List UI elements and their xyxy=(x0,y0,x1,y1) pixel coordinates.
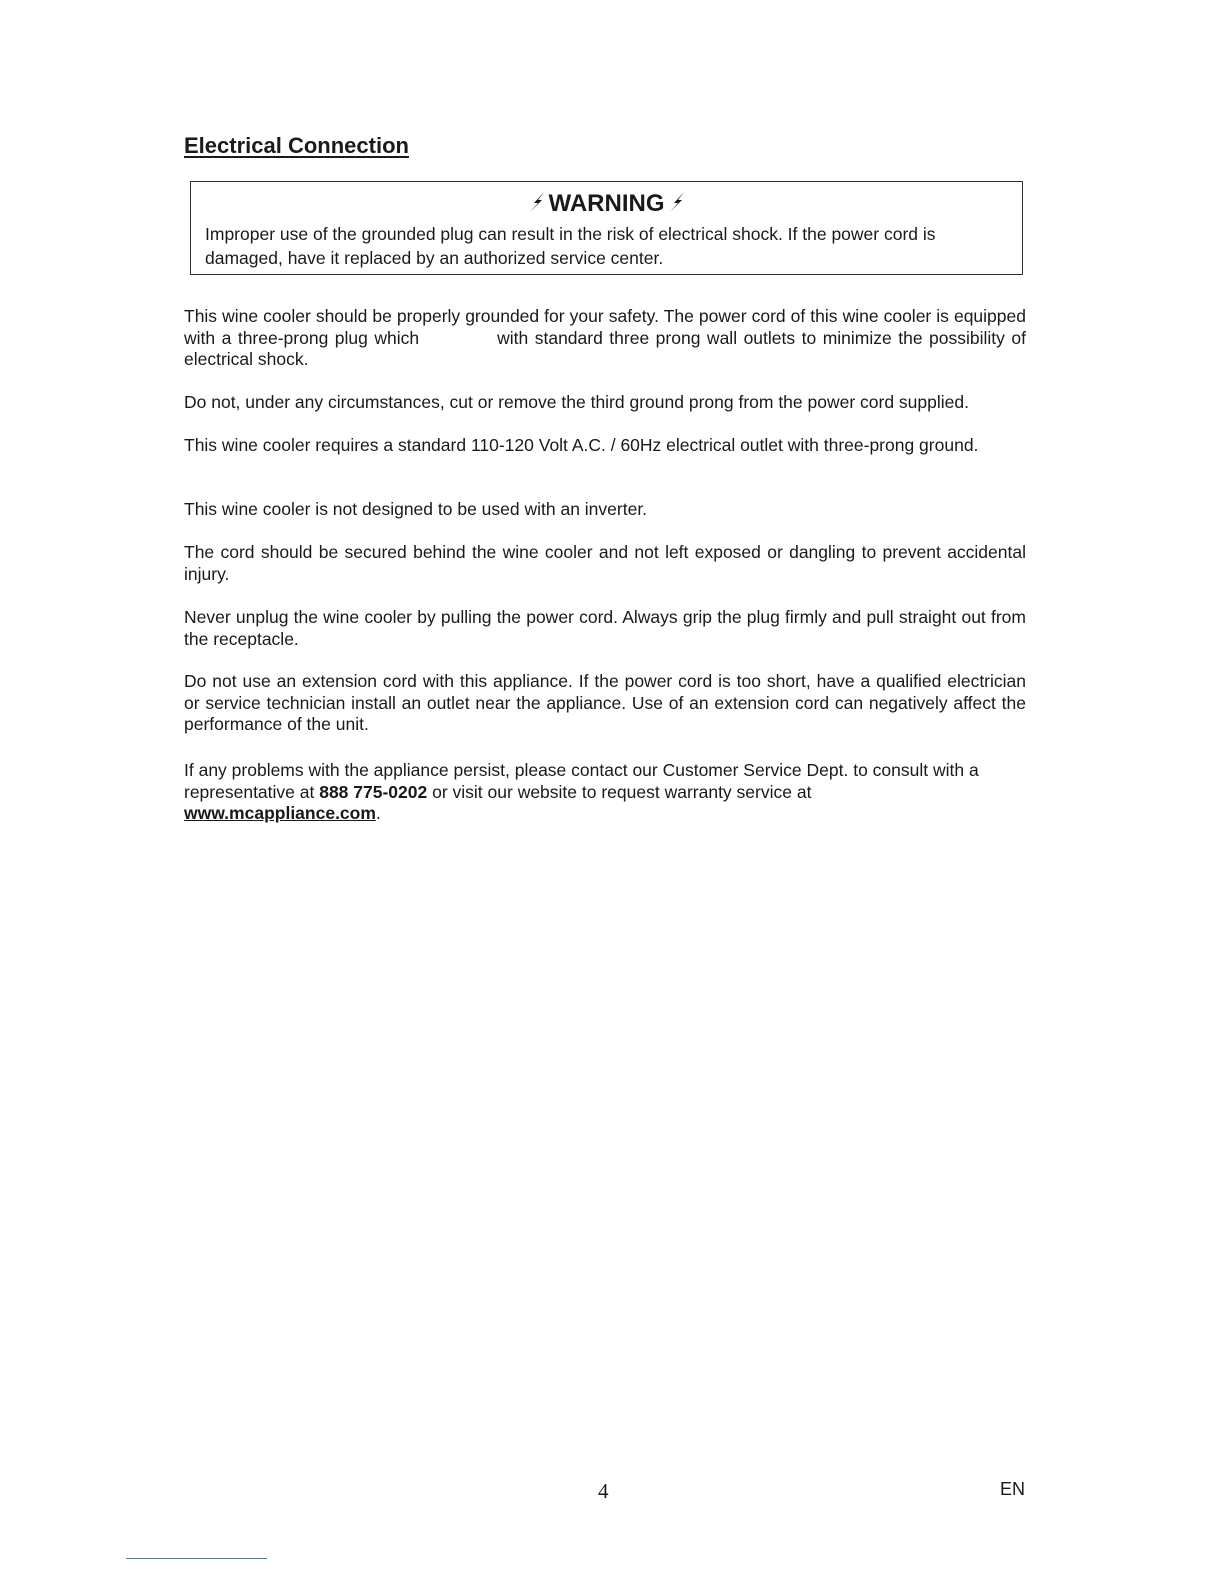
footer-rule xyxy=(126,1558,267,1559)
inverter-paragraph: This wine cooler is not designed to be used with an inverter. xyxy=(184,499,648,519)
phone-number: 888 775-0202 xyxy=(319,781,428,802)
warning-box xyxy=(190,181,1023,275)
language-code: EN xyxy=(1000,1479,1026,1499)
prong-paragraph: Do not, under any circumstances, cut or remove the third ground prong from the power cord supplied. xyxy=(184,392,969,412)
contact-text-part1: If any problems with the appliance persist, please contact our Customer Service Dept. to consult with a representative at xyxy=(184,760,979,802)
page-number: 4 xyxy=(598,1479,609,1503)
contact-text-part2: or visit our website to request warranty service at xyxy=(427,781,812,802)
website-link[interactable]: www.mcappliance.com xyxy=(184,803,376,823)
outlet-paragraph: This wine cooler requires a standard 110-120 Volt A.C. / 60Hz electrical outlet with three-prong ground. xyxy=(184,435,979,455)
warning-text: Improper use of the grounded plug can result in the risk of electrical shock. If the power cord is damaged, have it replaced by an authorized service center. xyxy=(205,224,936,268)
lightning-bolt-icon xyxy=(665,190,689,214)
grounding-text-part1: This wine cooler should be properly grounded for your safety. The power cord of this wine cooler is equipped with a three-prong plug which xyxy=(184,306,1026,348)
section-title: Electrical Connection xyxy=(184,133,409,158)
cord-secured-paragraph: The cord should be secured behind the wine cooler and not left exposed or dangling to prevent accidental injury. xyxy=(184,542,1026,584)
contact-paragraph xyxy=(184,760,1020,825)
warning-heading xyxy=(205,190,1008,220)
lightning-bolt-icon xyxy=(525,190,549,214)
grounding-paragraph xyxy=(184,306,1026,371)
unplug-paragraph: Never unplug the wine cooler by pulling the power cord. Always grip the plug firmly and pull straight out from the receptacle. xyxy=(184,607,1026,649)
contact-text-end: . xyxy=(375,803,381,823)
extension-cord-paragraph: Do not use an extension cord with this appliance. If the power cord is too short, have a qualified electrician or service technician install an outlet near the appliance. Use of an extension cord can negatively affect the performance of the unit. xyxy=(184,671,1026,734)
warning-heading-text: WARNING xyxy=(548,190,665,217)
grounding-text-part2: with standard three prong wall outlets to minimize the possibility of electrical shock. xyxy=(184,327,1026,369)
